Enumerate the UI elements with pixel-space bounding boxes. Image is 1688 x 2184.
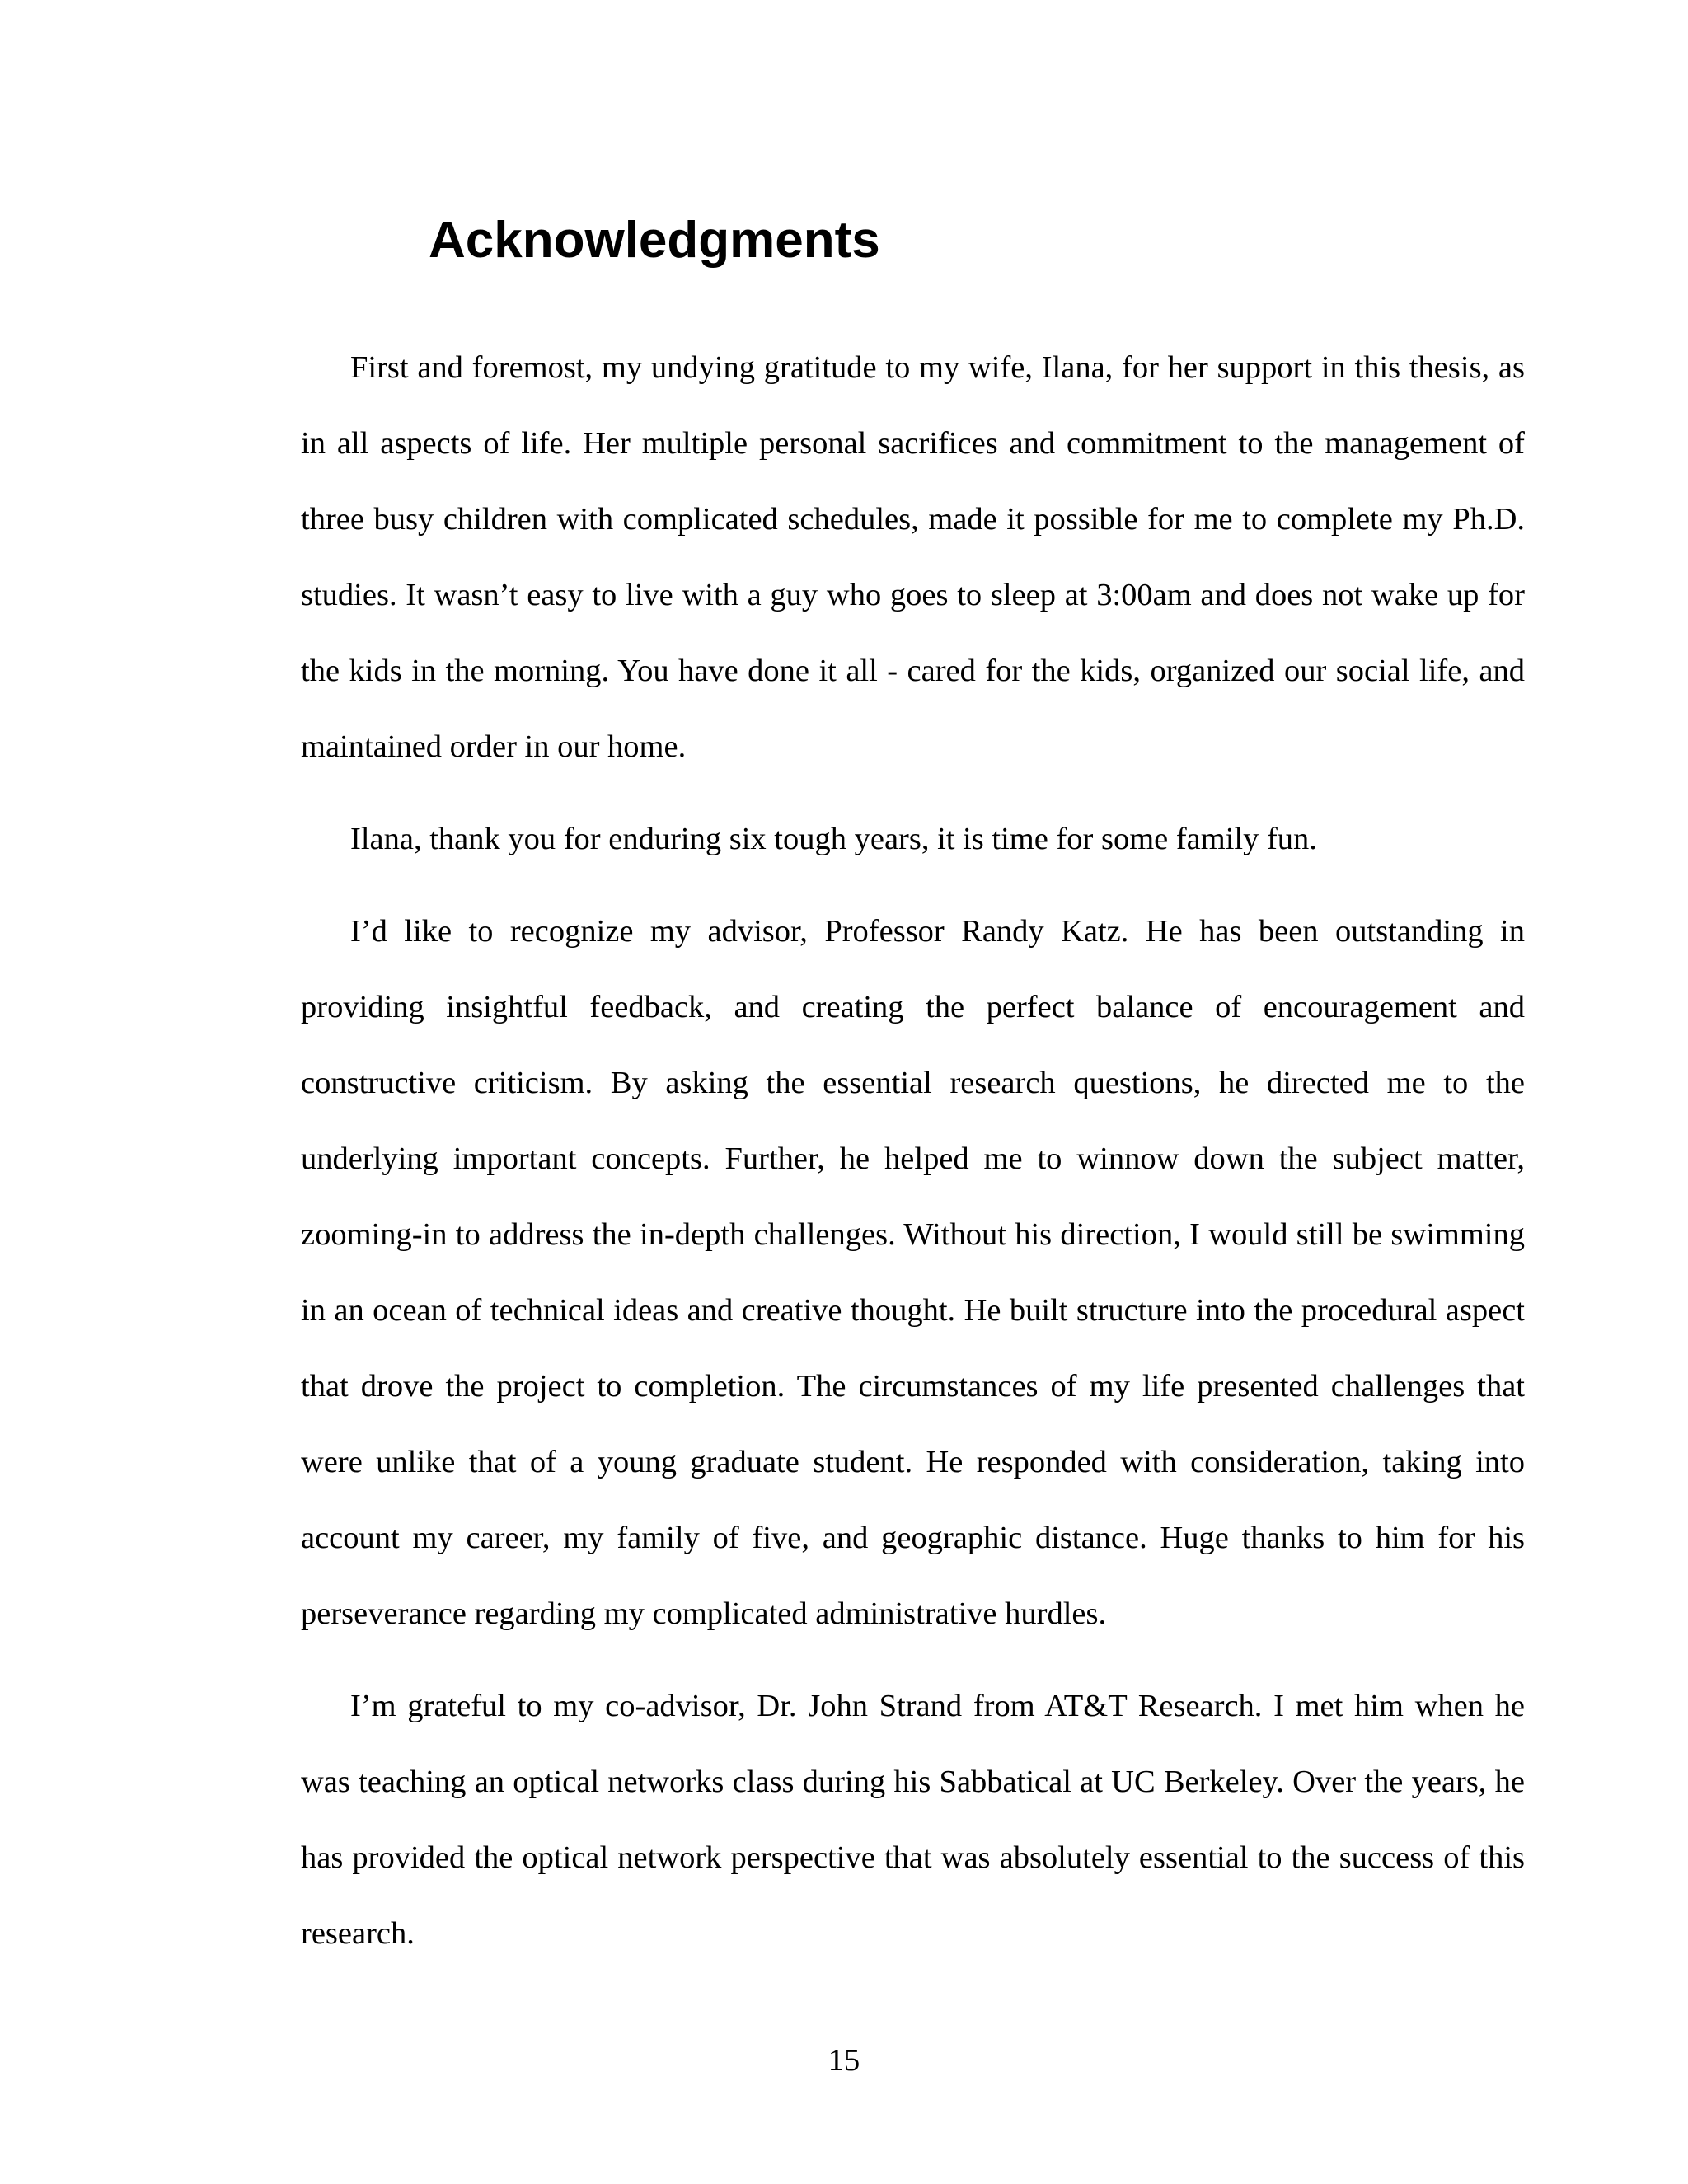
page-number: 15: [828, 2043, 860, 2078]
paragraph-advisor: I’d like to recognize my advisor, Professor Randy Katz. He has been outstanding in providing insightful feedback, and creating the perfect balance of encouragement and constructive criticism. By asking the essential research questions, he directed me to the underlying important concepts. Further, he helped me to winnow down the subject matter, zooming-in to address the in-depth challenges. Without his direction, I would still be swimming in an ocean of technical ideas and creative thought. He built structure into the procedural aspect that drove the project to completion. The circumstances of my life presented challenges that were unlike that of a young graduate student. He responded with consideration, taking into account my career, my family of five, and geographic distance. Huge thanks to him for his perseverance regarding my complicated administrative hurdles.: [301, 914, 1525, 1631]
paragraph-family-fun: Ilana, thank you for enduring six tough years, it is time for some family fun.: [350, 822, 1317, 856]
paragraph-co-advisor: I’m grateful to my co-advisor, Dr. John Strand from AT&T Research. I met him when he was teaching an optical networks class during his Sabbatical at UC Berkeley. Over the years, he has provided the optical network perspective that was absolutely essential to the success of this research.: [301, 1689, 1525, 1951]
body-text: [301, 330, 1525, 1988]
paragraph-wife-gratitude: First and foremost, my undying gratitude to my wife, Ilana, for her support in this thesis, as in all aspects of life. Her multiple personal sacrifices and commitment to the management of three busy children with complicated schedules, made it possible for me to complete my Ph.D. studies. It wasn’t easy to live with a guy who goes to sleep at 3:00am and does not wake up for the kids in the morning. You have done it all - cared for the kids, organized our social life, and maintained order in our home.: [301, 350, 1525, 764]
page-title: Acknowledgments: [429, 212, 880, 269]
